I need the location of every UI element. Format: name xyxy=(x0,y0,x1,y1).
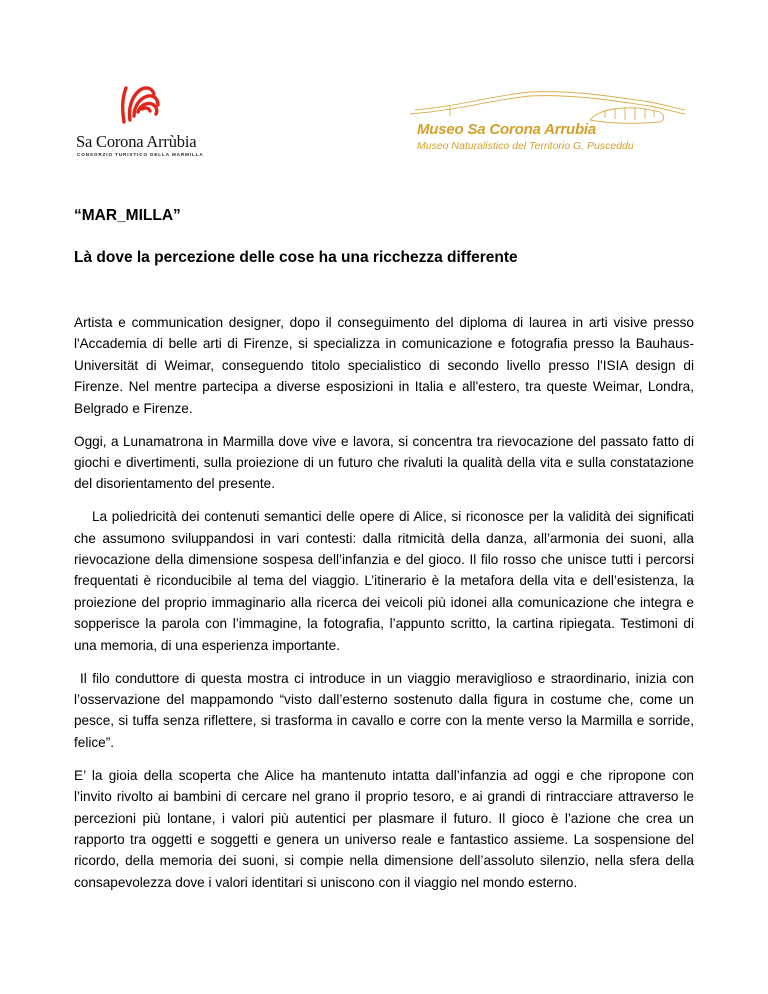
logo-left-subtitle: CONSORZIO TURISTICO DELLA MARMILLA xyxy=(77,152,204,157)
paragraph: Oggi, a Lunamatrona in Marmilla dove vive e lavora, si concentra tra rievocazione del passato fatto di giochi e divertimenti, sulla proiezione di un futuro che rivaluti la qualità della vita e sulla constatazione del disorientamento del presente. xyxy=(74,433,694,492)
logo-right-name: Museo Sa Corona Arrubia xyxy=(417,121,597,138)
paragraph: Il filo conduttore di questa mostra ci introduce in un viaggio meraviglioso e straordinario, inizia con l’osservazione del mappamondo “visto dall’esterno sostenuto dalla figura in costume che, come un pesce, si tuffa senza riflettere, si trasforma in cavallo e corre con la mente verso la Marmilla e sorride, felice”. xyxy=(74,670,694,750)
museo-logo xyxy=(390,88,690,168)
sa-corona-arrubia-logo xyxy=(70,82,220,162)
paragraph: Artista e communication designer, dopo il conseguimento del diploma di laurea in arti visive presso l'Accademia di belle arti di Firenze, si specializza in comunicazione e fotografia presso la Bauhaus-Universität di Weimar, conseguendo titolo specialistico di secondo livello presso l'ISIA design di Firenze. Nel mentre partecipa a diverse esposizioni in Italia e all'estero, tra queste Weimar, Londra, Belgrado e Firenze. xyxy=(74,315,694,416)
document-title: “MAR_MILLA” xyxy=(74,207,181,224)
logo-left-name: Sa Corona Arrùbia xyxy=(76,132,197,151)
paragraph: La poliedricità dei contenuti semantici delle opere di Alice, si riconosce per la validità dei significati che assumono sviluppandosi in vari contesti: dalla ritmicità della danza, all’armonia dei suoni, alla rievocazione della dimensione sospesa dell’infanzia e del gioco. Il filo rosso che unisce tutti i percorsi frequentati è riconducibile al tema del viaggio. L’itinerario è la metafora della vita e dell’esistenza, la proiezione del proprio immaginario alla ricerca dei veicoli più idonei alla comunicazione che integra e sopperisce la parola con l’immagine, la fotografia, l’appunto scritto, la cartina ripiegata. Testimoni di una memoria, di una esperienza importante. xyxy=(74,509,694,653)
paragraph: E’ la gioia della scoperta che Alice ha mantenuto intatta dall’infanzia ad oggi e che ripropone con l’invito rivolto ai bambini di cercare nel grano il proprio tesoro, e ai grandi di rintracciare attraverso le percezioni più lontane, i valori più autentici per plasmare il futuro. Il gioco è l’azione che crea un rapporto tra oggetti e soggetti e genera un universo reale e fantastico assieme. La sospensione del ricordo, della memoria dei suoni, si compie nella dimensione dell’assoluto silenzio, nella sfera della consapevolezza dove i valori identitari si uniscono con il viaggio nel mondo esterno. xyxy=(74,767,694,890)
spiral-logo-icon xyxy=(118,82,168,128)
document-subtitle: Là dove la percezione delle cose ha una ricchezza differente xyxy=(74,249,518,266)
document-body xyxy=(74,312,694,905)
logo-right-subtitle: Museo Naturalistico del Territorio G. Pusceddu xyxy=(417,140,634,152)
